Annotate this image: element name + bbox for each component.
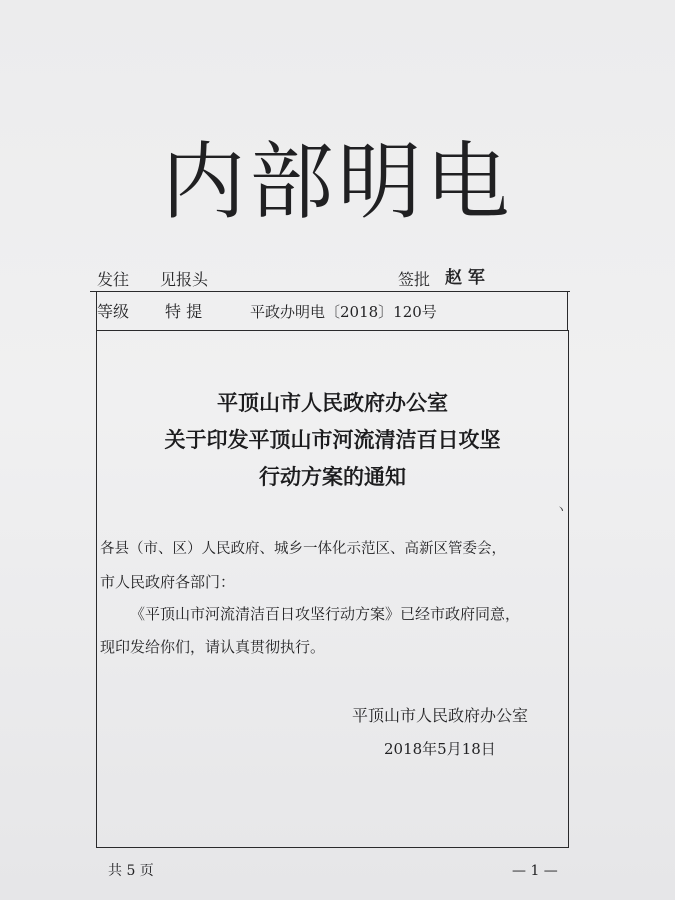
document-number: 平政办明电〔2018〕120号 — [250, 303, 437, 321]
send-to-label: 发往 — [97, 270, 130, 289]
approve-signature: 赵 军 — [445, 268, 485, 288]
approve-label: 签批 — [398, 270, 431, 289]
notice-title-line-2: 关于印发平顶山市河流清洁百日攻坚 — [164, 427, 501, 452]
body-line-2: 现印发给你们，请认真贯彻执行。 — [100, 638, 326, 656]
level-value: 特 提 — [165, 302, 203, 321]
recipients-line-1: 各县（市、区）人民政府、城乡一体化示范区、高新区管委会， — [100, 541, 506, 557]
header-divider-1 — [90, 291, 570, 292]
issuer-name: 平顶山市人民政府办公室 — [352, 706, 529, 725]
page-title: 内部明电 — [161, 133, 514, 231]
send-to-value: 见报头 — [160, 270, 209, 289]
header-left-border — [96, 291, 97, 331]
margin-mark: ヽ — [555, 502, 568, 516]
total-pages: 共 5 页 — [108, 863, 154, 879]
header-right-border — [567, 291, 568, 331]
page-number: — 1 — — [512, 863, 558, 879]
notice-title-line-1: 平顶山市人民政府办公室 — [217, 390, 448, 415]
notice-title-line-3: 行动方案的通知 — [259, 464, 406, 489]
recipients-line-2: 市人民政府各部门： — [100, 573, 236, 591]
level-label: 等级 — [97, 302, 130, 321]
issue-date: 2018年5月18日 — [384, 740, 496, 758]
body-line-1: 《平顶山市河流清洁百日攻坚行动方案》已经市政府同意， — [130, 605, 521, 623]
